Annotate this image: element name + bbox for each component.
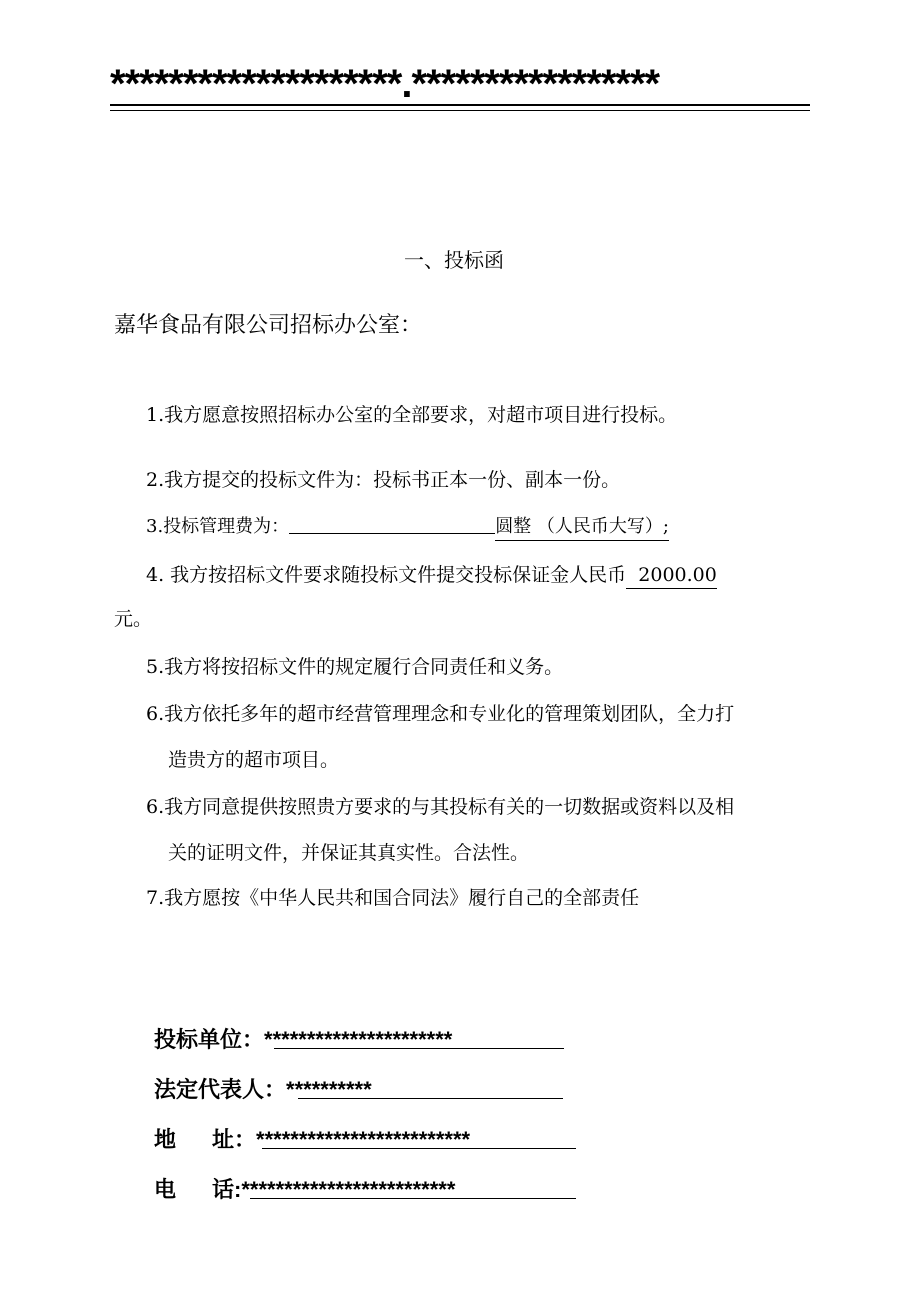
list-item (146, 885, 639, 911)
rep-value: ********** (286, 1077, 372, 1102)
fee-suffix: 圆整 （人民币大写）; (495, 514, 669, 541)
list-item (146, 701, 734, 727)
list-item (146, 562, 717, 589)
item-number: 2. (146, 469, 165, 491)
deposit-amount: 2000.00 (626, 562, 717, 589)
item-text: 我方提交的投标文件为：投标书正本一份、副本一份。 (164, 469, 621, 491)
item-number: 1. (146, 404, 165, 426)
section-title: 一、投标函 (404, 248, 504, 272)
list-item (146, 514, 669, 541)
list-item (146, 402, 677, 428)
item-continuation: 造贵方的超市项目。 (168, 749, 340, 771)
address-label-1: 地 (154, 1127, 177, 1152)
signature-address-row (154, 1123, 470, 1154)
item-number: 7. (146, 887, 165, 909)
header-rule-thick (110, 104, 810, 106)
addressee: 嘉华食品有限公司招标办公室： (114, 313, 423, 338)
list-item (146, 467, 620, 493)
signature-unit-row (154, 1023, 452, 1054)
item-continuation: 关的证明文件，并保证其真实性。合法性。 (168, 842, 530, 864)
list-item (146, 794, 734, 820)
item-text: 投标管理费为： (163, 516, 290, 537)
phone-underline (250, 1198, 576, 1199)
header-title-dot: . (401, 62, 412, 106)
phone-label-1: 电 (154, 1177, 177, 1202)
item-number: 4. (146, 564, 165, 586)
signature-rep-row (154, 1073, 372, 1104)
rep-label: 法定代表人： (154, 1077, 287, 1102)
item-tail: 元。 (114, 608, 153, 630)
address-label-2: 址： (212, 1127, 257, 1152)
phone-label-2: 话: (212, 1177, 242, 1202)
item-text: 我方愿按《中华人民共和国合同法》履行自己的全部责任 (164, 887, 640, 909)
unit-underline (274, 1048, 564, 1049)
header-title-part-2: ***************** (411, 62, 660, 106)
document-header-title (110, 62, 659, 106)
item-text: 我方按招标文件要求随投标文件提交投标保证金人民币 (164, 564, 627, 586)
item-number: 3. (146, 516, 164, 537)
item-text: 我方愿意按照招标办公室的全部要求，对超市项目进行投标。 (164, 404, 678, 426)
address-underline (262, 1148, 576, 1149)
rep-underline (298, 1098, 563, 1099)
address-value: ************************* (256, 1127, 471, 1152)
list-item (146, 654, 563, 680)
item-number: 6. (146, 703, 165, 725)
item-text: 我方同意提供按照贵方要求的与其投标有关的一切数据或资料以及相 (164, 796, 735, 818)
header-title-part-1: ******************** (110, 62, 402, 106)
fee-blank-line (289, 515, 495, 534)
header-rule-thin (110, 110, 810, 111)
item-text: 我方将按招标文件的规定履行合同责任和义务。 (164, 656, 564, 678)
item-number: 5. (146, 656, 165, 678)
phone-value: ************************* (241, 1177, 456, 1202)
item-number: 6. (146, 796, 165, 818)
item-text: 我方依托多年的超市经营管理理念和专业化的管理策划团队，全力打 (164, 703, 735, 725)
signature-phone-row (154, 1173, 455, 1204)
unit-label: 投标单位： (154, 1027, 265, 1052)
unit-value: ********************** (264, 1027, 453, 1052)
